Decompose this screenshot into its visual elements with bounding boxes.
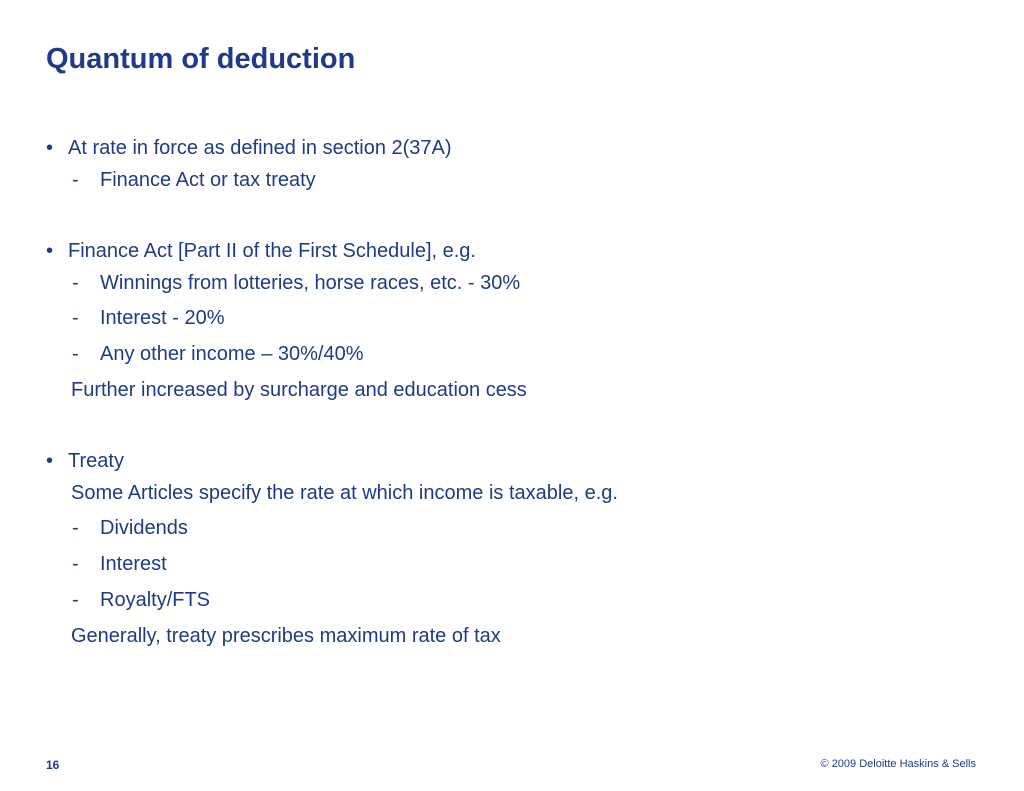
dash-marker: -	[72, 272, 79, 294]
dash-marker: -	[72, 343, 79, 365]
sub-item-text: Dividends	[100, 517, 188, 539]
dash-marker: -	[72, 517, 79, 539]
bullet-marker: •	[46, 240, 54, 262]
sub-item-text: Interest	[100, 553, 167, 575]
bullet-text: At rate in force as defined in section 2(37A)	[68, 137, 452, 159]
dash-marker: -	[72, 307, 79, 329]
dash-marker: -	[72, 169, 79, 191]
sub-item-text: Interest - 20%	[100, 307, 225, 329]
sub-item-text: Any other income – 30%/40%	[100, 343, 364, 365]
slide-title: Quantum of deduction	[46, 43, 356, 75]
bullet-marker: •	[46, 450, 54, 472]
intro-line: Some Articles specify the rate at which income is taxable, e.g.	[71, 482, 618, 504]
bullet-marker: •	[46, 137, 54, 159]
sub-item-text: Finance Act or tax treaty	[100, 169, 316, 191]
bullet-text: Finance Act [Part II of the First Schedule], e.g.	[68, 240, 476, 262]
page-number: 16	[46, 758, 60, 772]
dash-marker: -	[72, 589, 79, 611]
copyright-notice: © 2009 Deloitte Haskins & Sells	[820, 758, 976, 770]
sub-item-text: Royalty/FTS	[100, 589, 211, 611]
note-line: Further increased by surcharge and education cess	[71, 379, 527, 401]
bullet-text: Treaty	[68, 450, 124, 472]
dash-marker: -	[72, 553, 79, 575]
sub-item-text: Winnings from lotteries, horse races, etc. - 30%	[100, 272, 521, 294]
note-line: Generally, treaty prescribes maximum rate of tax	[71, 625, 501, 647]
